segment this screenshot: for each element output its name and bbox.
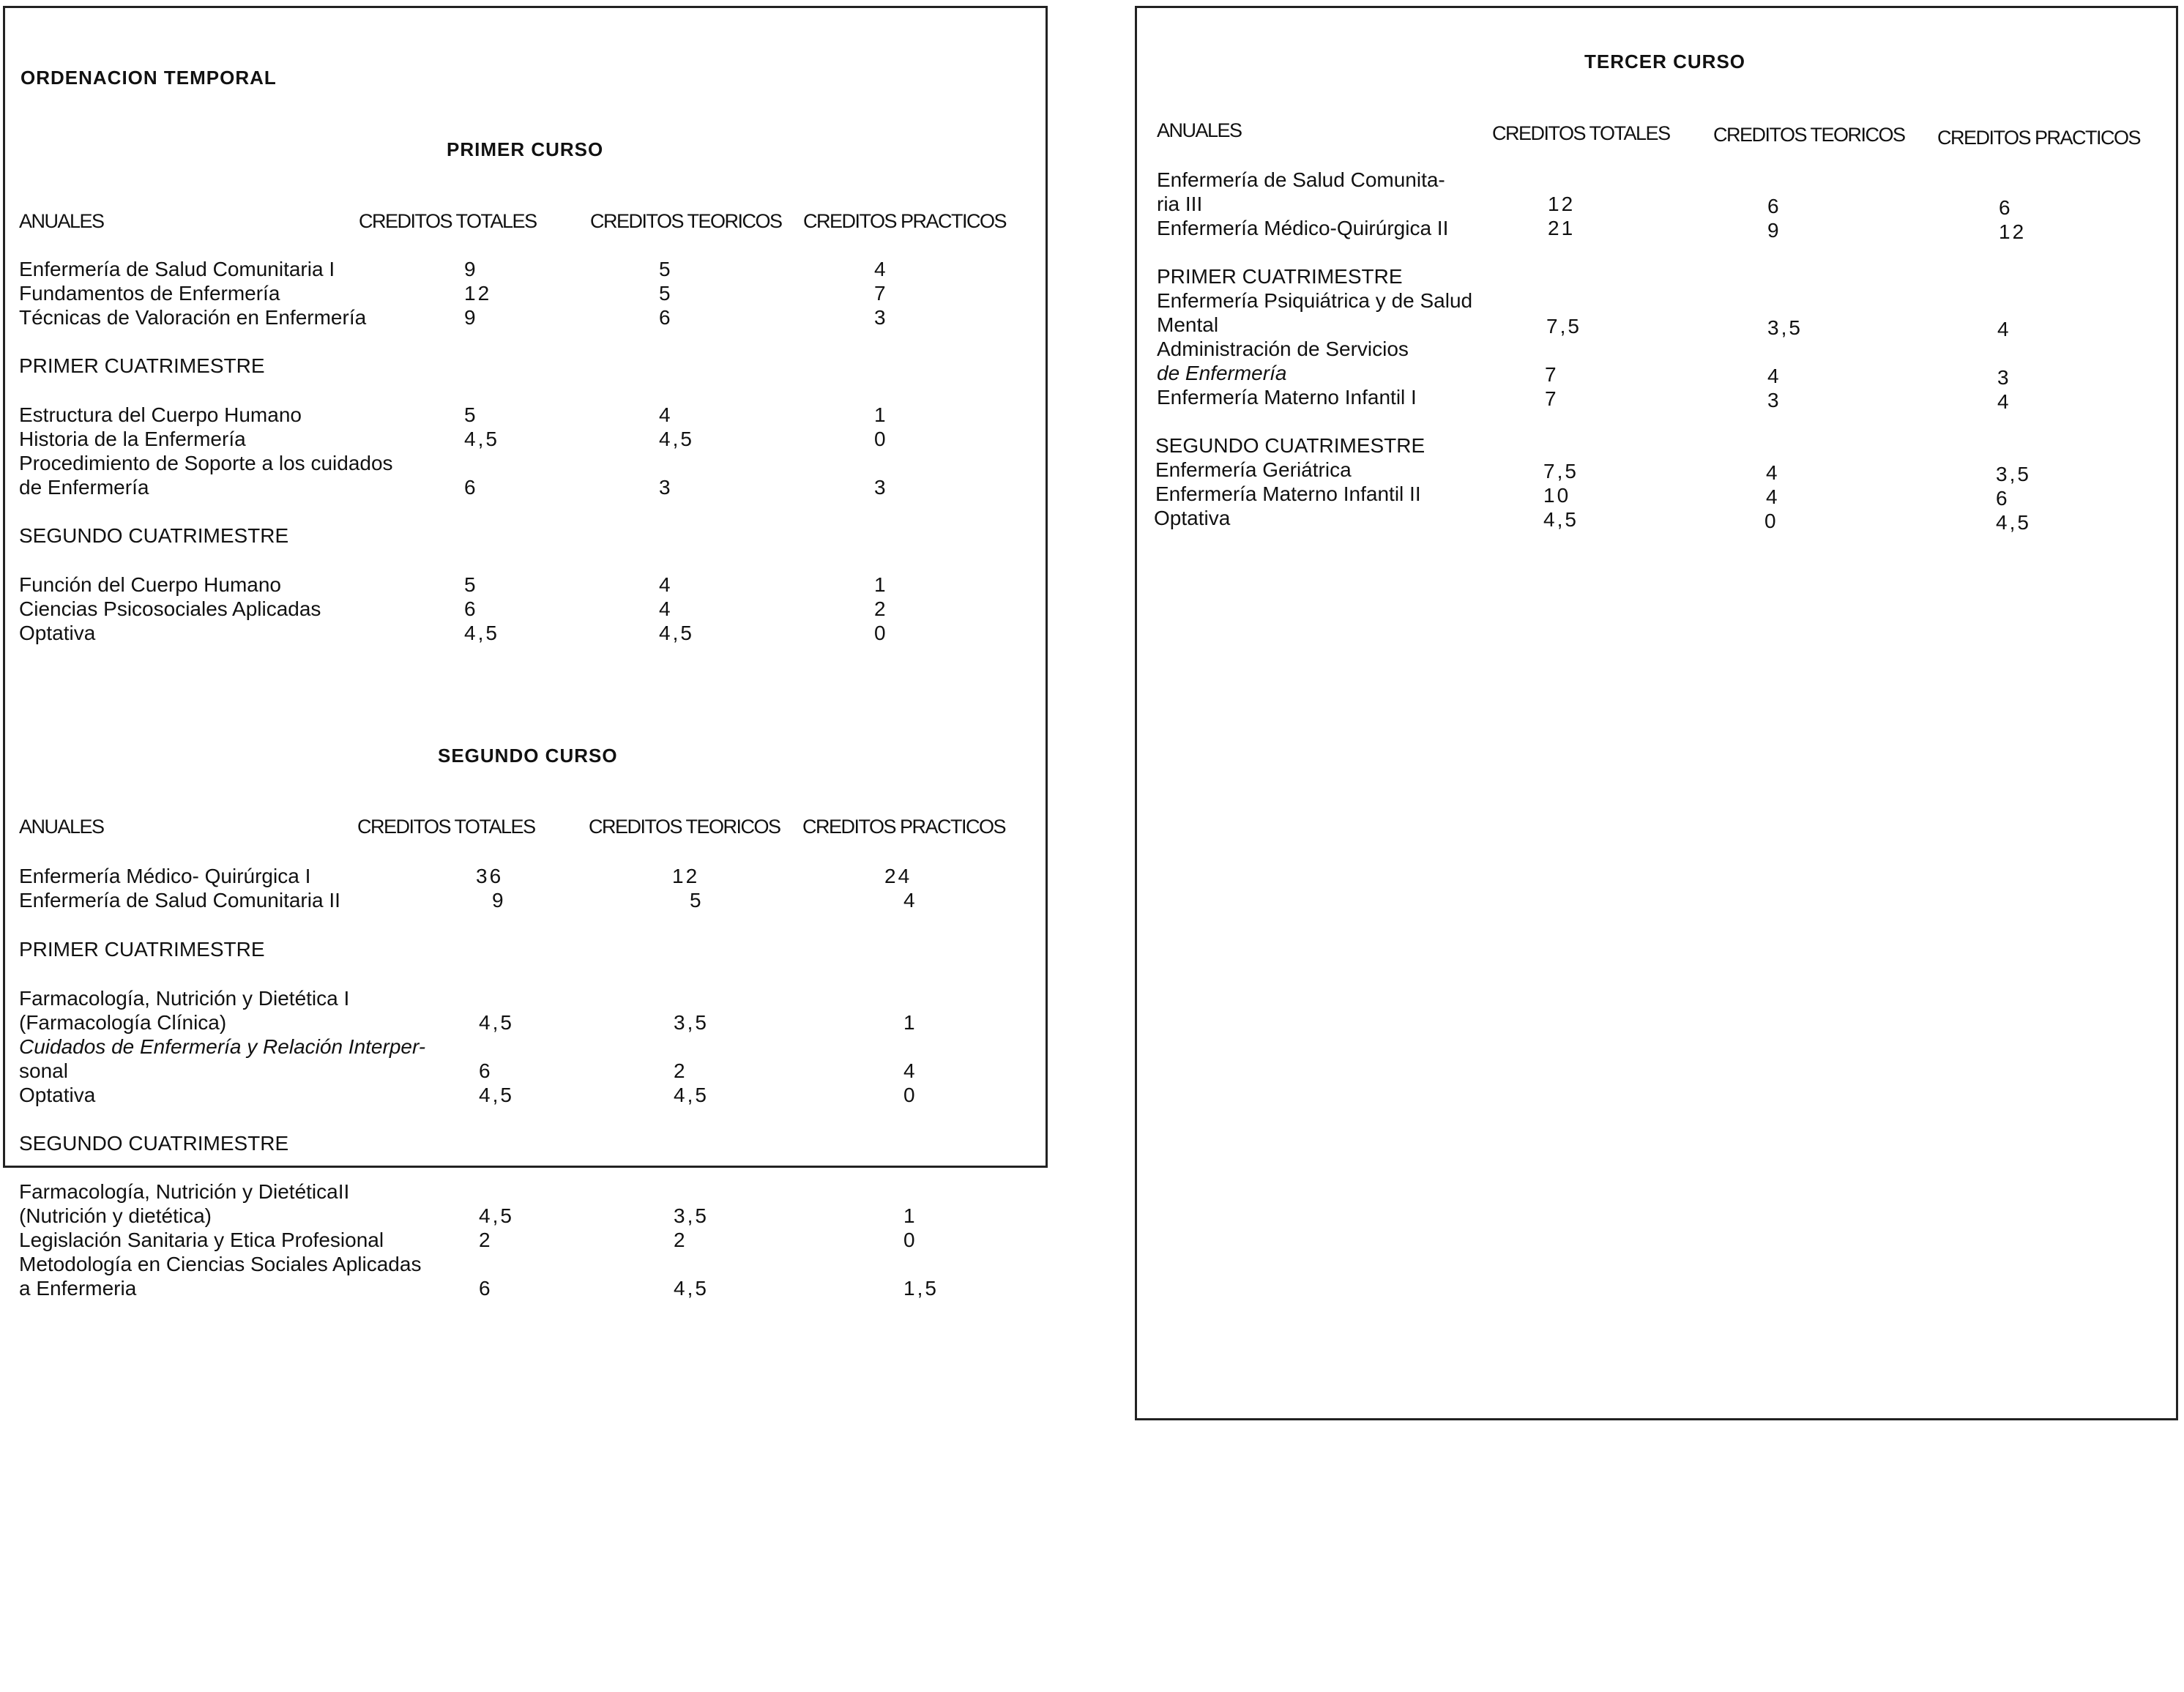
creditos-totales: 7,5 [1546,315,1581,338]
header-creditos-totales: CREDITOS TOTALES [359,210,537,232]
creditos-practicos: 7 [874,282,888,305]
creditos-teoricos: 4 [1767,365,1781,387]
creditos-totales: 7 [1545,387,1559,410]
creditos-totales: 4,5 [479,1084,514,1106]
subject-name: Optativa [19,1084,96,1106]
creditos-teoricos: 4 [1766,485,1780,508]
creditos-totales: 6 [464,597,478,620]
subject-name: Farmacología, Nutrición y DietéticaII [19,1180,350,1203]
subject-name: Enfermería Médico-Quirúrgica II [1157,217,1449,239]
subject-name: Legislación Sanitaria y Etica Profesional [19,1229,384,1251]
subject-name: Enfermería de Salud Comunitaria II [19,889,340,912]
creditos-teoricos: 5 [659,258,673,280]
creditos-totales: 10 [1543,484,1571,507]
creditos-totales: 12 [464,282,492,305]
subsection-segundo-cuatrimestre: SEGUNDO CUATRIMESTRE [1155,434,1425,457]
subject-name: Administración de Servicios [1157,338,1409,360]
creditos-teoricos: 9 [1767,219,1781,242]
creditos-totales: 4,5 [464,622,499,644]
subject-name: Procedimiento de Soporte a los cuidados [19,452,393,474]
creditos-teoricos: 4,5 [674,1277,709,1300]
header-creditos-teoricos: CREDITOS TEORICOS [1713,124,1905,146]
creditos-practicos: 4 [1997,390,2011,413]
creditos-totales: 7,5 [1543,460,1579,482]
subsection-segundo-cuatrimestre: SEGUNDO CUATRIMESTRE [19,1132,289,1155]
creditos-practicos: 6 [1996,487,2010,510]
creditos-practicos: 3 [1997,366,2011,389]
subject-name: Historia de la Enfermería [19,428,246,450]
subject-name-cont: de Enfermería [1157,362,1287,384]
creditos-teoricos: 5 [659,282,673,305]
creditos-practicos: 4,5 [1996,511,2031,534]
subject-name: Ciencias Psicosociales Aplicadas [19,597,321,620]
creditos-practicos: 0 [903,1084,917,1106]
header-creditos-totales: CREDITOS TOTALES [357,816,535,838]
subject-name-cont: Mental [1157,313,1219,336]
subject-name: Enfermería Geriátrica [1155,458,1352,481]
creditos-practicos: 0 [874,428,888,450]
subject-name: Cuidados de Enfermería y Relación Interper- [19,1035,426,1058]
creditos-teoricos: 6 [659,306,673,329]
subject-name-cont: sonal [19,1059,68,1082]
creditos-teoricos: 4 [1766,461,1780,484]
creditos-totales: 12 [1548,193,1576,215]
subsection-segundo-cuatrimestre: SEGUNDO CUATRIMESTRE [19,524,289,547]
creditos-practicos: 24 [884,865,912,887]
header-anuales: ANUALES [19,210,104,232]
creditos-totales: 6 [479,1059,493,1082]
creditos-practicos: 3,5 [1996,463,2031,485]
subject-name: Enfermería Médico- Quirúrgica I [19,865,311,887]
creditos-teoricos: 4,5 [659,622,694,644]
creditos-practicos: 3 [874,306,888,329]
creditos-totales: 4,5 [1543,508,1579,531]
header-creditos-practicos: CREDITOS PRACTICOS [1937,127,2141,149]
creditos-totales: 9 [464,306,478,329]
subject-name: Enfermería de Salud Comunitaria I [19,258,335,280]
subject-name: Enfermería Materno Infantil I [1157,386,1417,409]
document-title: ORDENACION TEMPORAL [21,67,277,89]
creditos-teoricos: 2 [674,1059,687,1082]
creditos-practicos: 3 [874,476,888,499]
subject-name-cont: de Enfermería [19,476,149,499]
subject-name: Metodología en Ciencias Sociales Aplicadas [19,1253,422,1275]
subject-name: Estructura del Cuerpo Humano [19,403,302,426]
header-creditos-practicos: CREDITOS PRACTICOS [803,210,1007,232]
creditos-practicos: 12 [1999,220,2027,243]
creditos-teoricos: 6 [1767,195,1781,217]
header-creditos-practicos: CREDITOS PRACTICOS [802,816,1006,838]
creditos-teoricos: 4 [659,403,673,426]
creditos-totales: 4,5 [464,428,499,450]
subsection-primer-cuatrimestre: PRIMER CUATRIMESTRE [1157,265,1403,288]
header-creditos-teoricos: CREDITOS TEORICOS [589,816,780,838]
subsection-primer-cuatrimestre: PRIMER CUATRIMESTRE [19,354,265,377]
creditos-practicos: 2 [874,597,888,620]
creditos-practicos: 6 [1999,196,2013,219]
creditos-practicos: 1 [874,403,888,426]
creditos-teoricos: 3 [1767,389,1781,411]
creditos-practicos: 0 [903,1229,917,1251]
creditos-teoricos: 2 [674,1229,687,1251]
creditos-totales: 4,5 [479,1204,514,1227]
header-creditos-totales: CREDITOS TOTALES [1492,122,1670,144]
creditos-totales: 2 [479,1229,493,1251]
creditos-teoricos: 12 [672,865,700,887]
header-anuales: ANUALES [1157,119,1242,141]
subject-name: Función del Cuerpo Humano [19,573,281,596]
subject-name: Técnicas de Valoración en Enfermería [19,306,367,329]
header-anuales: ANUALES [19,816,104,838]
creditos-practicos: 4 [1997,318,2011,340]
creditos-totales: 6 [464,476,478,499]
subject-name: Optativa [1154,507,1231,529]
creditos-totales: 4,5 [479,1011,514,1034]
creditos-totales: 21 [1548,217,1576,239]
creditos-teoricos: 0 [1764,510,1778,532]
creditos-totales: 7 [1545,363,1559,386]
section-title-tercer-curso: TERCER CURSO [1584,51,1746,72]
subject-name-cont: ria III [1157,193,1203,215]
creditos-totales: 9 [464,258,478,280]
creditos-practicos: 1,5 [903,1277,939,1300]
creditos-practicos: 4 [903,1059,917,1082]
creditos-totales: 5 [464,573,478,596]
subject-name: Enfermería Psiquiátrica y de Salud [1157,289,1473,312]
subject-name-cont: (Farmacología Clínica) [19,1011,227,1034]
subject-name: Farmacología, Nutrición y Dietética I [19,987,350,1010]
subject-name: Enfermería Materno Infantil II [1155,482,1421,505]
creditos-teoricos: 4 [659,573,673,596]
subject-name: Fundamentos de Enfermería [19,282,280,305]
creditos-totales: 5 [464,403,478,426]
subject-name: Optativa [19,622,96,644]
section-title-primer-curso: PRIMER CURSO [447,138,604,160]
creditos-teoricos: 4,5 [674,1084,709,1106]
creditos-teoricos: 4 [659,597,673,620]
section-title-segundo-curso: SEGUNDO CURSO [438,745,618,767]
creditos-practicos: 1 [903,1011,917,1034]
creditos-teoricos: 3,5 [674,1204,709,1227]
creditos-practicos: 4 [874,258,888,280]
creditos-totales: 6 [479,1277,493,1300]
header-creditos-teoricos: CREDITOS TEORICOS [590,210,782,232]
creditos-practicos: 1 [903,1204,917,1227]
creditos-practicos: 4 [903,889,917,912]
creditos-totales: 36 [476,865,504,887]
creditos-practicos: 1 [874,573,888,596]
creditos-teoricos: 4,5 [659,428,694,450]
creditos-teoricos: 3 [659,476,673,499]
creditos-teoricos: 3,5 [1767,316,1803,339]
creditos-teoricos: 5 [690,889,704,912]
creditos-totales: 9 [492,889,506,912]
creditos-practicos: 0 [874,622,888,644]
subsection-primer-cuatrimestre: PRIMER CUATRIMESTRE [19,938,265,961]
subject-name-cont: (Nutrición y dietética) [19,1204,212,1227]
creditos-teoricos: 3,5 [674,1011,709,1034]
subject-name-cont: a Enfermeria [19,1277,137,1300]
subject-name: Enfermería de Salud Comunita- [1157,168,1445,191]
